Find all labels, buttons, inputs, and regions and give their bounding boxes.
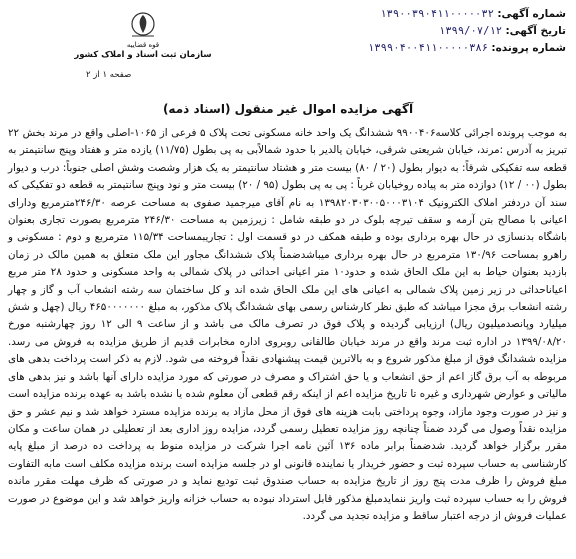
organization-logo (68, 10, 218, 72)
case-number-label: شماره پرونده: (491, 42, 566, 54)
emblem-icon (126, 10, 160, 40)
case-number-value: ۱۳۹۹۰۴۰۰۴۱۱۰۰۰۰۰۳۸۶ (367, 42, 489, 54)
case-number-row (316, 40, 566, 57)
page-indicator: صفحه ۱ از ۲ (86, 70, 132, 80)
ad-date-value: ۱۳۹۹/۰۷/۱۲ (438, 25, 503, 37)
ad-date-label: تاریخ آگهی: (505, 25, 566, 37)
logo-line-1: قوه قضاییه (126, 41, 160, 49)
ad-number-value: ۱۳۹۰۰۳۹۰۴۱۱۰۰۰۰۰۳۲ (380, 8, 494, 20)
ad-meta-block (316, 6, 566, 57)
body-paragraph: به موجب پرونده اجرائی کلاسه۹۹۰۰۴۰۶ ششدانگ یک واحد خانه مسکونی تحت پلاک ۵ فرعی از ۱۰۶۵-اصلی واقع در مرند بخش ۲۲ تبریز به آدرس :مرند، خیابان شریعتی شرقی، خیابان یالدیر با حدود شمالاًبی به پی بطول (۱۱/۷۵) یازده متر و هفتاد وپنج سانتیمتر به قطعه سه تفکیکی شرقاً: به دیوار بطول (۲۰ / ۸۰) بیست متر و هشتاد سانتیمتر به یک هزار وشصت وشش اصلی جنوباً: درب و دیوار بطول (۰۰ / ۱۲) دوازده متر به پیاده روخیابان غرباً : پی به پی بطول (۹۵ / ۲۰) بیست متر و نود وپنج سانتیمتر به قطعه دو تفکیکی که سند آن دردفتر املاک الکترونیک ۱۳۹۸۲۰۳۰۳۰۰۵۰۰۰۳۱۰۴ به نام آقای میرجمید صفوی به مساحت عرصه ۲۴۶/۳۰مترمربع ودارای اعیانی با مصالح بتن آرمه و سقف تیرچه بلوک در دو طبقه شامل : زیرزمین به مساحت ۲۴۶/۳۰ مترمربع بصورت تجاری بعنوان باشگاه بدنسازی در حال بهره برداری بوده و طبقه همکف در دو قسمت اول : تجاریبمساحت ۱۱۵/۳۴ مترمربع و دوم : مسکونی و راهرو بمساحت ۱۳۰/۹۶ مترمربع در حال بهره برداری میباشدضمناً پلاک ششدانگ مجاور این ملک متعلق به همین مالک در زمان بازدید بعنوان حیاط به این ملک الحاق شده و حدود۱۰ متر اعیانی احداثی در پلاک شمالی به واحد مسکونی و حدود ۲۸ متر مربع اعیاناحداثی در زیر زمین پلاک شمالی به اعیانی های این ملک الحاق شده اند و کل ساختمان سه رشته انشعاب آب و گاز و چهار رشته انشعاب برق مجزا میباشد که طبق نظر کارشناس رسمی بهای ششدانگ پلاک مذکور، به مبلغ ۴۶۵۰۰۰۰۰۰۰ ریال (چهل و شش میلیارد وپانصدمیلیون ریال) ارزیابی گردیده و پلاک فوق در تصرف مالک می باشد و از ساعت ۹ الی ۱۲ روز چهارشنبه مورخ ۱۳۹۹/۰۸/۲۰ در اداره ثبت مرند واقع در مرند خیابان طالقانی روبروی اداره مخابرات قدیم از طریق مزایده به فروش می رسد. مزایده ششدانگ فوق از مبلغ مذکور شروع و به بالاترین قیمت پیشنهادی نقداً فروخته می شود. لازم به ذکر است پرداخت بدهی های مربوطه به آب برق گاز اعم از حق انشعاب و یا حق اشتراک و مصرف در صورتی که مورد مزایده دارای آنها باشد و نیز بدهی های مالیاتی و عوارض شهرداری و غیره تا تاریخ مزایده اعم از اینکه رقم قطعی آن معلوم شده یا نشده باشد به عهده برنده مزایده است و نیز در صورت وجود مازاد، وجوه پرداختی بابت هزینه های فوق از محل مازاد به برنده مزایده مسترد خواهد شد و نیم عشر و حق مزایده نقداً وصول می گردد ضمناً چنانچه روز مزایده تعطیل رسمی گردد، مزایده روز اداری بعد از تعطیلی در همان ساعت و مکان مقرر برگزار خواهد گردید. شدضمناً برابر ماده ۱۳۶ آئین نامه اجرا شرکت در مزایده منوط به پرداخت ده درصد از مبلغ پایه کارشناسی به حساب سپرده ثبت و حضور خریدار یا نماینده قانونی او در جلسه مزایده است برنده مزایده مکلف است مابه التفاوت مبلغ فروش را ظرف مدت پنج روز از تاریخ مزایده به حساب صندوق ثبت تودیع نماید و در صورتی که ظرف مهلت مقرر مانده فروش را به حساب سپرده ثبت واریز ننمایدمبلغ مذکور قابل استرداد نبوده به حساب خزانه واریز خواهد شد و این موضوع در صورت عملیات فروش از درجه اعتبار ساقط و مزایده تجدید می گردد. (8, 127, 568, 522)
ad-number-row (316, 6, 566, 23)
ad-date-row (316, 23, 566, 40)
logo-line-2: سازمان ثبت اسناد و املاک کشور (74, 50, 212, 60)
document-title: آگهی مزایده اموال غیر منقول (اسناد ذمه) (162, 102, 414, 116)
ad-number-label: شماره آگهی: (497, 8, 566, 20)
